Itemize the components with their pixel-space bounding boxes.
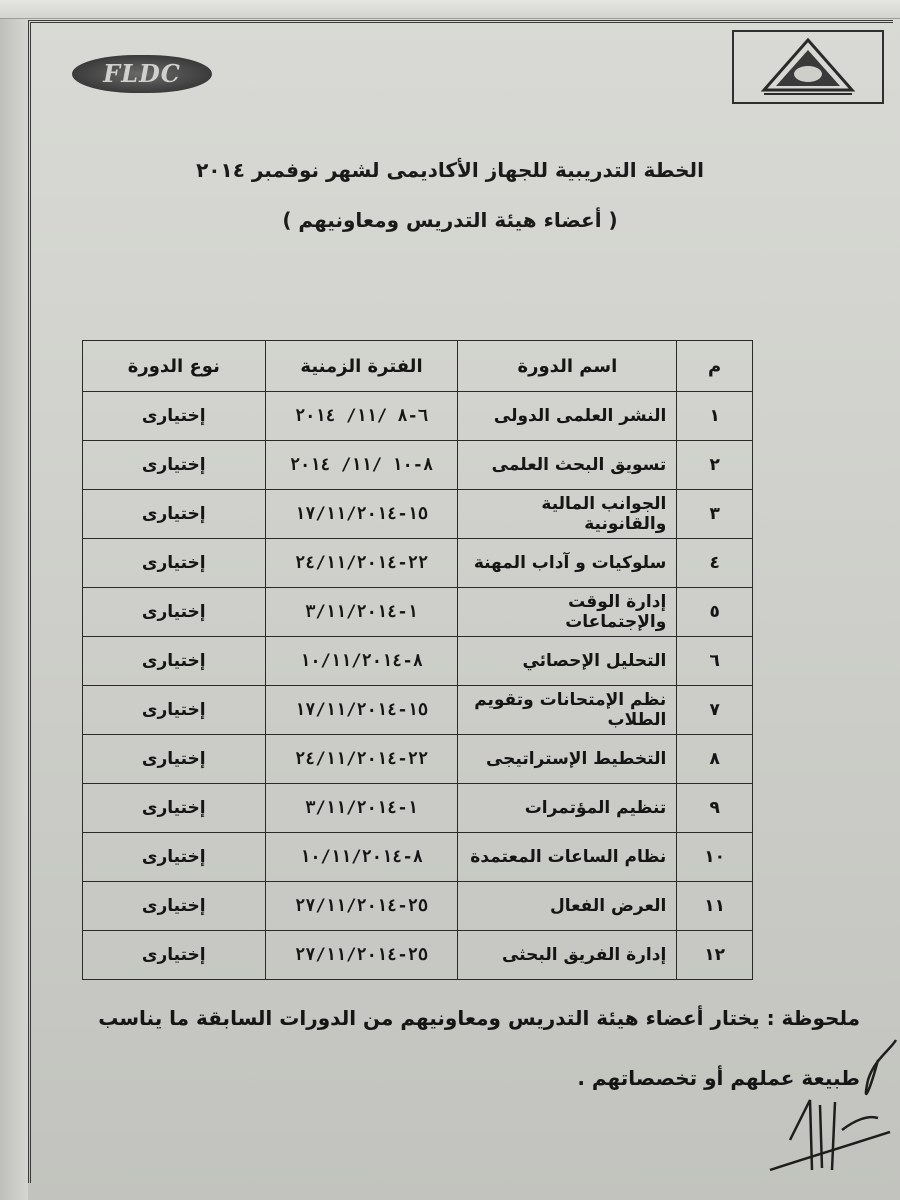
paper-edge-left (0, 0, 28, 1200)
row-period: ١-٣/١١/٢٠١٤ (265, 784, 458, 833)
row-course-type: إختيارى (83, 833, 266, 882)
row-course-type: إختيارى (83, 490, 266, 539)
row-num: ٢ (677, 441, 753, 490)
row-course-type: إختيارى (83, 931, 266, 980)
row-period: ٦-٨ /١١/ ٢٠١٤ (265, 392, 458, 441)
table-row (83, 588, 753, 637)
table-row (83, 539, 753, 588)
paper-edge-top (0, 0, 900, 19)
row-course-type: إختيارى (83, 784, 266, 833)
header-course-type: نوع الدورة (83, 341, 266, 392)
row-course-type: إختيارى (83, 392, 266, 441)
table-row (83, 637, 753, 686)
header-course-name: اسم الدورة (458, 341, 677, 392)
table-row (83, 735, 753, 784)
row-period: ١٥-١٧/١١/٢٠١٤ (265, 686, 458, 735)
row-num: ١ (677, 392, 753, 441)
row-num: ١١ (677, 882, 753, 931)
row-course-name: تسويق البحث العلمى (458, 441, 677, 490)
header-num: م (677, 341, 753, 392)
row-num: ٩ (677, 784, 753, 833)
row-course-type: إختيارى (83, 588, 266, 637)
row-period: ٢٥-٢٧/١١/٢٠١٤ (265, 931, 458, 980)
table-row (83, 931, 753, 980)
row-num: ٨ (677, 735, 753, 784)
row-num: ١٠ (677, 833, 753, 882)
row-course-name: إدارة الفريق البحثى (458, 931, 677, 980)
table-row (83, 490, 753, 539)
table-row (83, 784, 753, 833)
row-course-type: إختيارى (83, 735, 266, 784)
table-row (83, 833, 753, 882)
row-course-type: إختيارى (83, 539, 266, 588)
row-num: ٤ (677, 539, 753, 588)
handwritten-signature (750, 1020, 900, 1200)
row-course-type: إختيارى (83, 882, 266, 931)
row-course-name: النشر العلمى الدولى (458, 392, 677, 441)
row-num: ٥ (677, 588, 753, 637)
row-period: ٢٢-٢٤/١١/٢٠١٤ (265, 539, 458, 588)
row-course-name: التحليل الإحصائي (458, 637, 677, 686)
row-period: ٨-١٠/١١/٢٠١٤ (265, 637, 458, 686)
table-row (83, 392, 753, 441)
table-row (83, 882, 753, 931)
fldc-logo: FLDC (72, 55, 212, 93)
row-course-type: إختيارى (83, 637, 266, 686)
row-course-name: نظام الساعات المعتمدة (458, 833, 677, 882)
page-title: الخطة التدريبية للجهاز الأكاديمى لشهر نوفمبر ٢٠١٤ (196, 158, 704, 182)
row-num: ١٢ (677, 931, 753, 980)
row-course-name: التخطيط الإستراتيجى (458, 735, 677, 784)
row-period: ٢٢-٢٤/١١/٢٠١٤ (265, 735, 458, 784)
courses-table (82, 340, 753, 980)
row-num: ٦ (677, 637, 753, 686)
row-course-name: إدارة الوقت والإجتماعات (458, 588, 677, 637)
row-period: ٢٥-٢٧/١١/٢٠١٤ (265, 882, 458, 931)
row-course-type: إختيارى (83, 686, 266, 735)
row-period: ٨-١٠ /١١/ ٢٠١٤ (265, 441, 458, 490)
row-course-type: إختيارى (83, 441, 266, 490)
row-num: ٧ (677, 686, 753, 735)
table-row (83, 686, 753, 735)
row-course-name: نظم الإمتحانات وتقويم الطلاب (458, 686, 677, 735)
row-course-name: سلوكيات و آداب المهنة (458, 539, 677, 588)
row-period: ٨-١٠/١١/٢٠١٤ (265, 833, 458, 882)
row-course-name: الجوانب المالية والقانونية (458, 490, 677, 539)
row-course-name: العرض الفعال (458, 882, 677, 931)
row-course-name: تنظيم المؤتمرات (458, 784, 677, 833)
university-logo (732, 30, 884, 104)
row-period: ١-٣/١١/٢٠١٤ (265, 588, 458, 637)
row-period: ١٥-١٧/١١/٢٠١٤ (265, 490, 458, 539)
row-num: ٣ (677, 490, 753, 539)
table-header-row (83, 341, 753, 392)
header-period: الفترة الزمنية (265, 341, 458, 392)
pyramid-emblem-icon (734, 32, 882, 102)
page-subtitle: ( أعضاء هيئة التدريس ومعاونيهم ) (282, 208, 618, 232)
footnote: ملحوظة : يختار أعضاء هيئة التدريس ومعاونيهم من الدورات السابقة ما يناسب طبيعة عملهم أو تخصصاتهم . (98, 1006, 860, 1090)
table-row (83, 441, 753, 490)
